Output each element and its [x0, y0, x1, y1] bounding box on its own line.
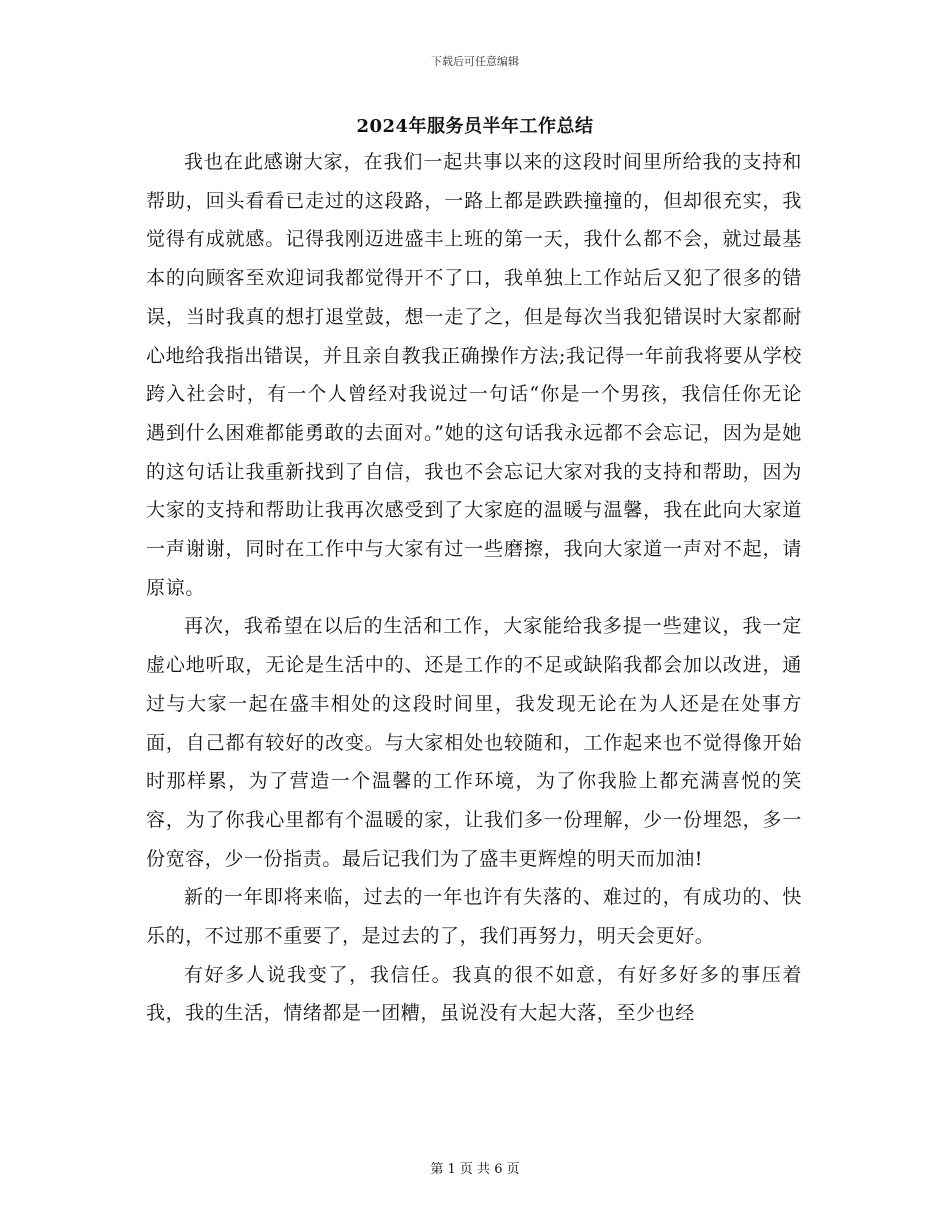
page-header: 下载后可任意编辑 [431, 55, 519, 68]
paragraph-4: 有好多人说我变了，我信任。我真的很不如意，有好多好多的事压着我，我的生活，情绪都是一团糟，虽说没有大起大落，至少也经 [146, 963, 802, 1025]
document-title: 2024年服务员半年工作总结 [356, 116, 594, 137]
paragraph-3: 新的一年即将来临，过去的一年也许有失落的、难过的，有成功的、快乐的，不过那不重要了，是过去的了，我们再努力，明天会更好。 [146, 886, 802, 948]
document-body [146, 143, 802, 1033]
page-number-footer: 第 1 页 共 6 页 [430, 1162, 520, 1177]
paragraph-1: 我也在此感谢大家，在我们一起共事以来的这段时间里所给我的支持和帮助，回头看看已走过的这段路，一路上都是跌跌撞撞的，但却很充实，我觉得有成就感。记得我刚迈进盛丰上班的第一天，我什么都不会，就过最基本的向顾客至欢迎词我都觉得开不了口，我单独上工作站后又犯了很多的错误，当时我真的想打退堂鼓，想一走了之，但是每次当我犯错误时大家都耐心地给我指出错误，并且亲自教我正确操作方法;我记得一年前我将要从学校跨入社会时，有一个人曾经对我说过一句话“你是一个男孩，我信任你无论遇到什么困难都能勇敢的去面对。”她的这句话我永远都不会忘记，因为是她的这句话让我重新找到了自信，我也不会忘记大家对我的支持和帮助，因为大家的支持和帮助让我再次感受到了大家庭的温暖与温馨，我在此向大家道一声谢谢，同时在工作中与大家有过一些磨擦，我向大家道一声对不起，请原谅。 [146, 151, 802, 599]
paragraph-2: 再次，我希望在以后的生活和工作，大家能给我多提一些建议，我一定虚心地听取，无论是生活中的、还是工作的不足或缺陷我都会加以改进，通过与大家一起在盛丰相处的这段时间里，我发现无论在为人还是在处事方面，自己都有较好的改变。与大家相处也较随和，工作起来也不觉得像开始时那样累，为了营造一个温馨的工作环境，为了你我脸上都充满喜悦的笑容，为了你我心里都有个温暖的家，让我们多一份理解，少一份埋怨，多一份宽容，少一份指责。最后记我们为了盛丰更辉煌的明天而加油! [146, 615, 802, 870]
